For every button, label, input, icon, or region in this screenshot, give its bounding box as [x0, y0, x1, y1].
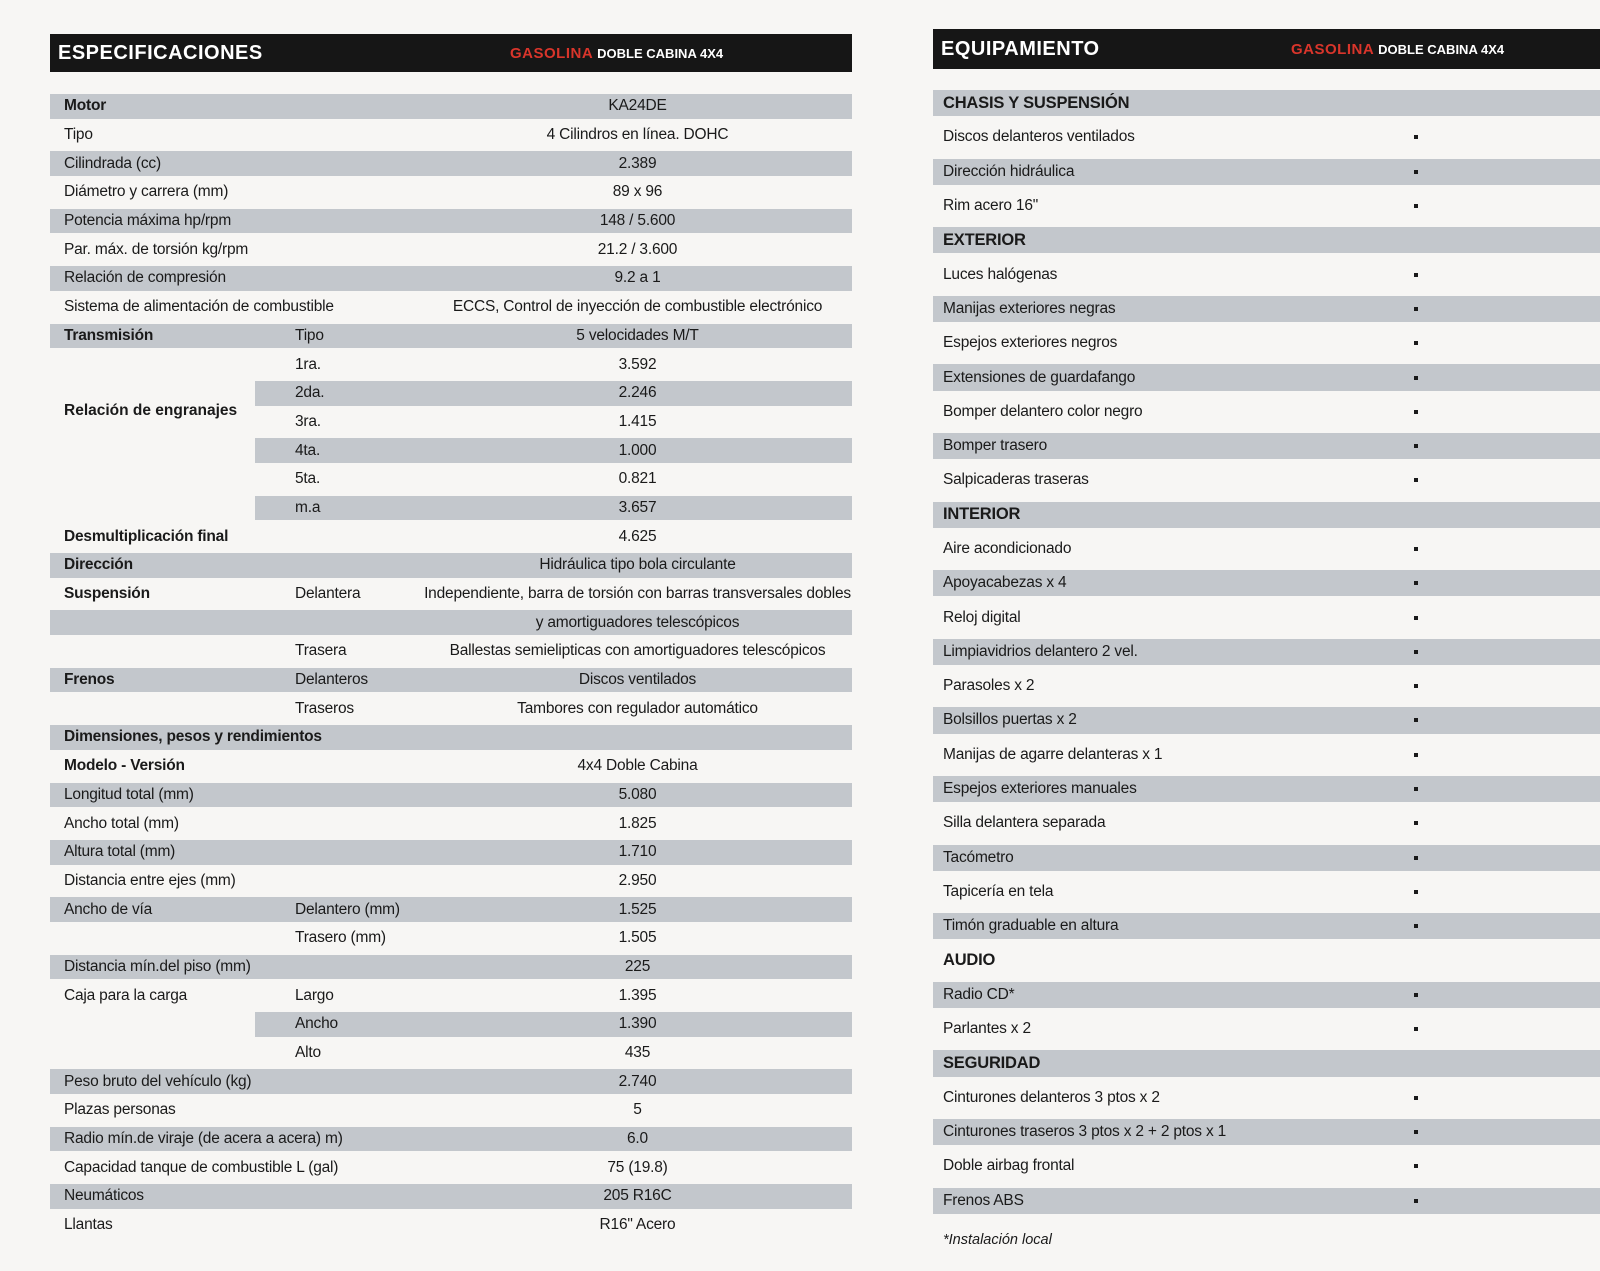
spec-label: Peso bruto del vehículo (kg) — [64, 1072, 252, 1090]
equipment-row — [933, 1115, 1600, 1149]
included-marker-icon — [1414, 821, 1418, 825]
included-marker-icon — [1414, 547, 1418, 551]
included-marker-icon — [1414, 170, 1418, 174]
footnote: *Instalación local — [943, 1232, 1052, 1248]
row-band — [933, 845, 1600, 871]
spec-sublabel: 4ta. — [295, 441, 321, 459]
spec-value: 1.415 — [618, 412, 657, 430]
spec-label: Llantas — [64, 1216, 113, 1234]
category-label: CHASIS Y SUSPENSIÓN — [943, 93, 1130, 112]
spec-row — [50, 752, 852, 781]
spec-label: Longitud total (mm) — [64, 785, 194, 803]
spec-value: 89 x 96 — [612, 183, 663, 201]
equipment-label: Manijas de agarre delanteras x 1 — [943, 745, 1163, 763]
included-marker-icon — [1414, 924, 1418, 928]
spec-value: ECCS, Control de inyección de combustible electrónico — [452, 298, 823, 316]
equipment-label: Rim acero 16" — [943, 197, 1039, 215]
equipment-row — [933, 463, 1600, 497]
equipment-label: Frenos ABS — [943, 1191, 1024, 1209]
equipment-label: Doble airbag frontal — [943, 1157, 1075, 1175]
included-marker-icon — [1414, 1199, 1418, 1203]
spec-row — [50, 522, 852, 551]
spec-value: 5 — [633, 1101, 642, 1119]
equipment-category — [933, 498, 1600, 532]
equipment-table — [933, 86, 1600, 1218]
spec-label: Plazas personas — [64, 1101, 176, 1119]
spec-label: Neumáticos — [64, 1187, 144, 1205]
spec-sublabel: Delanteros — [295, 671, 368, 689]
spec-label: Potencia máxima hp/rpm — [64, 212, 232, 230]
spec-sublabel: Ancho — [295, 1015, 338, 1033]
equipment-label: Cinturones traseros 3 ptos x 2 + 2 ptos x 1 — [943, 1123, 1227, 1141]
equipment-header — [933, 29, 1600, 69]
included-marker-icon — [1414, 581, 1418, 585]
equipment-label: Silla delantera separada — [943, 814, 1106, 832]
spec-row — [50, 694, 852, 723]
spec-sublabel: Traseros — [295, 699, 354, 717]
spec-label: Distancia entre ejes (mm) — [64, 871, 236, 889]
spec-value: 0.821 — [618, 470, 657, 488]
included-marker-icon — [1414, 787, 1418, 791]
equipment-label: Reloj digital — [943, 608, 1021, 626]
included-marker-icon — [1414, 135, 1418, 139]
specifications-header — [50, 34, 852, 72]
spec-value: KA24DE — [608, 97, 667, 115]
spec-row — [50, 637, 852, 666]
included-marker-icon — [1414, 273, 1418, 277]
equipment-row — [933, 1149, 1600, 1183]
spec-label: Diámetro y carrera (mm) — [64, 183, 229, 201]
spec-value: 1.525 — [618, 900, 657, 918]
spec-label: Sistema de alimentación de combustible — [64, 298, 334, 316]
spec-row — [50, 264, 852, 293]
spec-value: 21.2 / 3.600 — [597, 240, 678, 258]
spec-value: Tambores con regulador automático — [517, 699, 758, 717]
equipment-label: Cinturones delanteros 3 ptos x 2 — [943, 1088, 1160, 1106]
spec-value: 4 Cilindros en línea. DOHC — [546, 126, 729, 144]
spec-label: Motor — [64, 97, 107, 115]
equipment-label: Parlantes x 2 — [943, 1020, 1031, 1038]
spec-value: 3.657 — [618, 498, 657, 516]
spec-value: 9.2 a 1 — [614, 269, 661, 287]
spec-value: Ballestas semielipticas con amortiguadores telescópicos — [449, 642, 826, 660]
model-label: DOBLE CABINA 4X4 — [1378, 41, 1505, 57]
equipment-label: Manijas exteriores negras — [943, 299, 1116, 317]
included-marker-icon — [1414, 1027, 1418, 1031]
equipment-title: EQUIPAMIENTO — [941, 37, 1100, 60]
spec-label: Suspensión — [64, 585, 150, 603]
spec-label: Desmultiplicación final — [64, 527, 229, 545]
spec-value: 4x4 Doble Cabina — [577, 757, 698, 775]
equipment-row — [933, 189, 1600, 223]
equipment-row — [933, 429, 1600, 463]
equipment-label: Tacómetro — [943, 848, 1014, 866]
spec-value — [355, 723, 920, 752]
spec-row — [50, 1067, 852, 1096]
included-marker-icon — [1414, 1096, 1418, 1100]
included-marker-icon — [1414, 1164, 1418, 1168]
spec-row — [50, 723, 852, 752]
equipment-row — [933, 703, 1600, 737]
equipment-label: Espejos exteriores negros — [943, 334, 1118, 352]
spec-row — [50, 1182, 852, 1211]
spec-value: 6.0 — [627, 1130, 648, 1148]
spec-label: Radio mín.de viraje (de acera a acera) m) — [64, 1130, 343, 1148]
included-marker-icon — [1414, 410, 1418, 414]
spec-row — [50, 494, 852, 523]
spec-label: Caja para la carga — [64, 986, 188, 1004]
spec-row — [50, 981, 852, 1010]
included-marker-icon — [1414, 753, 1418, 757]
equipment-label: Bomper trasero — [943, 437, 1048, 455]
spec-sublabel: 3ra. — [295, 412, 321, 430]
specifications-subtitle — [510, 45, 723, 62]
specifications-table — [50, 92, 852, 1240]
equipment-label: Parasoles x 2 — [943, 677, 1035, 695]
spec-row — [50, 235, 852, 264]
spec-row — [50, 895, 852, 924]
equipment-row — [933, 120, 1600, 154]
equipment-label: Salpicaderas traseras — [943, 471, 1089, 489]
spec-row — [50, 436, 852, 465]
equipment-row — [933, 360, 1600, 394]
gear-ratio-label: Relación de engranajes — [64, 402, 238, 419]
spec-label: Ancho de vía — [64, 900, 153, 918]
equipment-category — [933, 1046, 1600, 1080]
equipment-category — [933, 86, 1600, 120]
spec-sublabel: Trasera — [295, 642, 347, 660]
spec-label: Dimensiones, pesos y rendimientos — [64, 728, 322, 746]
equipment-label: Timón graduable en altura — [943, 917, 1119, 935]
equipment-row — [933, 669, 1600, 703]
equipment-label: Luces halógenas — [943, 265, 1058, 283]
spec-row — [50, 207, 852, 236]
equipment-row — [933, 1012, 1600, 1046]
spec-label: Transmisión — [64, 326, 154, 344]
fuel-type-label: GASOLINA — [1291, 40, 1375, 58]
spec-row — [50, 92, 852, 121]
row-band — [933, 982, 1600, 1008]
equipment-row — [933, 326, 1600, 360]
spec-value: Hidráulica tipo bola circulante — [539, 556, 736, 574]
spec-row — [50, 551, 852, 580]
spec-value: Discos ventilados — [578, 671, 697, 689]
category-label: EXTERIOR — [943, 230, 1026, 249]
spec-value: 2.246 — [618, 384, 657, 402]
spec-row — [50, 178, 852, 207]
specifications-title: ESPECIFICACIONES — [58, 41, 263, 64]
equipment-row — [933, 292, 1600, 326]
row-band — [933, 227, 1600, 253]
spec-value: 5.080 — [618, 785, 657, 803]
row-band — [933, 502, 1600, 528]
included-marker-icon — [1414, 204, 1418, 208]
spec-value: 2.740 — [618, 1072, 657, 1090]
spec-sublabel: Delantero (mm) — [295, 900, 400, 918]
spec-value: 3.592 — [618, 355, 657, 373]
spec-value: 4.625 — [618, 527, 657, 545]
equipment-row — [933, 566, 1600, 600]
spec-value: 5 velocidades M/T — [576, 326, 699, 344]
spec-sublabel: 1ra. — [295, 355, 321, 373]
included-marker-icon — [1414, 684, 1418, 688]
equipment-row — [933, 600, 1600, 634]
spec-value: 1.000 — [618, 441, 657, 459]
spec-sublabel: m.a — [295, 498, 321, 516]
included-marker-icon — [1414, 376, 1418, 380]
spec-row — [50, 1153, 852, 1182]
equipment-label: Tapicería en tela — [943, 882, 1054, 900]
spec-value: 1.395 — [618, 986, 657, 1004]
spec-row — [50, 1010, 852, 1039]
included-marker-icon — [1414, 718, 1418, 722]
spec-row — [50, 809, 852, 838]
spec-sublabel: Tipo — [295, 326, 324, 344]
spec-value: 2.950 — [618, 871, 657, 889]
spec-row — [50, 350, 852, 379]
included-marker-icon — [1414, 993, 1418, 997]
equipment-row — [933, 635, 1600, 669]
spec-row — [50, 867, 852, 896]
spec-row — [50, 149, 852, 178]
spec-label: Frenos — [64, 671, 115, 689]
spec-row — [50, 608, 852, 637]
spec-label: Par. máx. de torsión kg/rpm — [64, 240, 249, 258]
equipment-row — [933, 1081, 1600, 1115]
spec-row — [50, 1039, 852, 1068]
equipment-row — [933, 1184, 1600, 1218]
spec-value: 2.389 — [618, 154, 657, 172]
spec-value: 225 — [624, 957, 651, 975]
spec-label: Ancho total (mm) — [64, 814, 179, 832]
spec-label: Relación de compresión — [64, 269, 226, 287]
equipment-row — [933, 978, 1600, 1012]
equipment-label: Extensiones de guardafango — [943, 368, 1136, 386]
equipment-category — [933, 223, 1600, 257]
fuel-type-label: GASOLINA — [510, 44, 594, 62]
spec-value: 148 / 5.600 — [599, 212, 676, 230]
spec-label: Capacidad tanque de combustible L (gal) — [64, 1158, 339, 1176]
spec-row — [50, 580, 852, 609]
included-marker-icon — [1414, 307, 1418, 311]
spec-label: Altura total (mm) — [64, 843, 176, 861]
spec-value: 205 R16C — [603, 1187, 672, 1205]
equipment-row — [933, 772, 1600, 806]
spec-row — [50, 322, 852, 351]
spec-value: y amortiguadores telescópicos — [535, 613, 740, 631]
category-label: INTERIOR — [943, 505, 1021, 524]
spec-value: 1.710 — [618, 843, 657, 861]
equipment-label: Limpiavidrios delantero 2 vel. — [943, 642, 1138, 660]
included-marker-icon — [1414, 478, 1418, 482]
spec-value: 1.390 — [618, 1015, 657, 1033]
spec-row — [50, 1125, 852, 1154]
equipment-label: Bolsillos puertas x 2 — [943, 711, 1077, 729]
equipment-row — [933, 875, 1600, 909]
equipment-label: Apoyacabezas x 4 — [943, 574, 1067, 592]
spec-row — [50, 1211, 852, 1240]
equipment-row — [933, 909, 1600, 943]
equipment-row — [933, 738, 1600, 772]
spec-row — [50, 465, 852, 494]
included-marker-icon — [1414, 1130, 1418, 1134]
equipment-row — [933, 395, 1600, 429]
spec-label: Distancia mín.del piso (mm) — [64, 957, 251, 975]
included-marker-icon — [1414, 856, 1418, 860]
category-label: AUDIO — [943, 951, 996, 970]
spec-value: R16" Acero — [599, 1216, 676, 1234]
included-marker-icon — [1414, 616, 1418, 620]
equipment-label: Espejos exteriores manuales — [943, 780, 1137, 798]
included-marker-icon — [1414, 650, 1418, 654]
included-marker-icon — [1414, 890, 1418, 894]
spec-row — [50, 1096, 852, 1125]
spec-sublabel: Largo — [295, 986, 334, 1004]
equipment-row — [933, 806, 1600, 840]
spec-sublabel: 2da. — [295, 384, 325, 402]
spec-sublabel: Trasero (mm) — [295, 929, 386, 947]
spec-sublabel: Delantera — [295, 585, 361, 603]
included-marker-icon — [1414, 341, 1418, 345]
equipment-label: Dirección hidráulica — [943, 162, 1075, 180]
spec-row — [50, 781, 852, 810]
equipment-row — [933, 155, 1600, 189]
spec-label: Tipo — [64, 126, 93, 144]
spec-label: Dirección — [64, 556, 133, 574]
spec-row — [50, 666, 852, 695]
equipment-label: Radio CD* — [943, 985, 1015, 1003]
spec-value: 75 (19.8) — [607, 1158, 668, 1176]
spec-value: Independiente, barra de torsión con barras transversales dobles — [424, 585, 851, 603]
spec-value: 435 — [624, 1044, 651, 1062]
equipment-subtitle — [1291, 41, 1504, 58]
spec-label: Cilindrada (cc) — [64, 154, 161, 172]
spec-row — [50, 293, 852, 322]
spec-row — [50, 838, 852, 867]
row-band — [933, 1188, 1600, 1214]
spec-label: Modelo - Versión — [64, 757, 185, 775]
spec-row — [50, 924, 852, 953]
model-label: DOBLE CABINA 4X4 — [597, 45, 724, 61]
spec-row — [50, 953, 852, 982]
equipment-category — [933, 943, 1600, 977]
spec-value: 1.505 — [618, 929, 657, 947]
spec-sublabel: 5ta. — [295, 470, 321, 488]
equipment-label: Discos delanteros ventilados — [943, 128, 1135, 146]
equipment-label: Bomper delantero color negro — [943, 402, 1143, 420]
included-marker-icon — [1414, 444, 1418, 448]
spec-value: 1.825 — [618, 814, 657, 832]
equipment-label: Aire acondicionado — [943, 540, 1072, 557]
spec-sublabel: Alto — [295, 1044, 321, 1062]
spec-row — [50, 121, 852, 150]
category-label: SEGURIDAD — [943, 1053, 1041, 1072]
equipment-row — [933, 257, 1600, 291]
equipment-row — [933, 532, 1600, 566]
equipment-row — [933, 841, 1600, 875]
